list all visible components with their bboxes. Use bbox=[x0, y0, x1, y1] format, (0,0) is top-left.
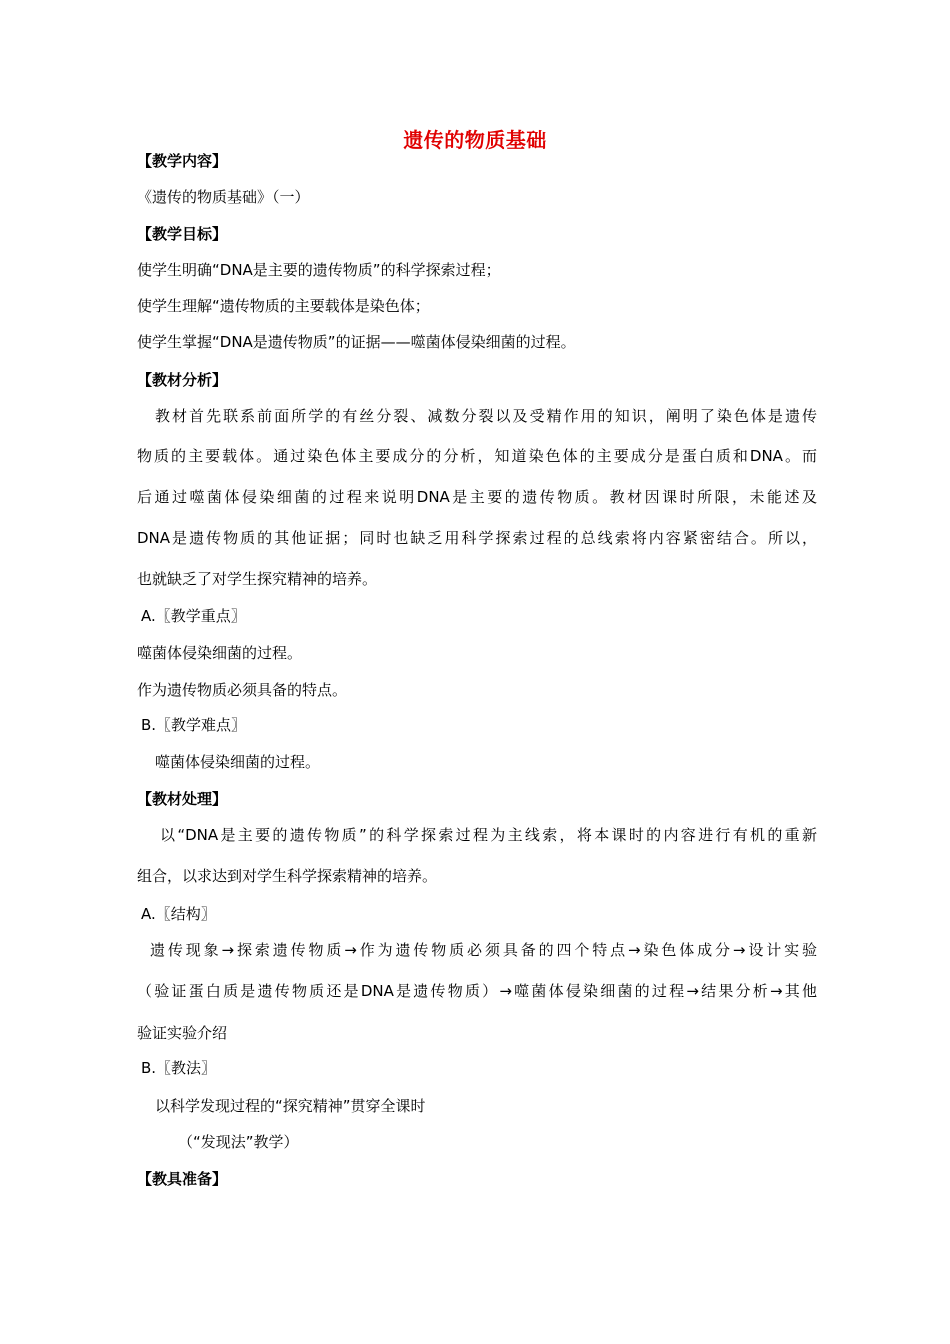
paragraph-line: 遗传现象→探索遗传物质→作为遗传物质必须具备的四个特点→染色体成分→设计实验 bbox=[150, 941, 817, 959]
paragraph-line: 作为遗传物质必须具备的特点。 bbox=[137, 681, 348, 699]
paragraph-line: 以科学发现过程的“探究精神”贯穿全课时 bbox=[155, 1097, 426, 1115]
subheading-difficult-points: B.〖教学难点〗 bbox=[141, 716, 247, 734]
section-heading-material-handling: 【教材处理】 bbox=[137, 790, 228, 808]
paragraph-line: 后通过噬菌体侵染细菌的过程来说明DNA是主要的遗传物质。教材因课时所限，未能述及 bbox=[137, 488, 817, 506]
paragraph-line: （验证蛋白质是遗传物质还是DNA是遗传物质）→噬菌体侵染细菌的过程→结果分析→其他 bbox=[137, 982, 817, 1000]
section-heading-teaching-content: 【教学内容】 bbox=[137, 152, 228, 170]
paragraph-line: 教材首先联系前面所学的有丝分裂、减数分裂以及受精作用的知识，阐明了染色体是遗传 bbox=[155, 407, 817, 425]
paragraph-line: 使学生理解“遗传物质的主要载体是染色体； bbox=[137, 297, 430, 315]
section-heading-teaching-aids: 【教具准备】 bbox=[137, 1170, 228, 1188]
subheading-teaching-method: B.〖教法〗 bbox=[141, 1059, 217, 1077]
paragraph-line: 验证实验介绍 bbox=[137, 1024, 228, 1042]
section-heading-material-analysis: 【教材分析】 bbox=[137, 371, 228, 389]
section-heading-teaching-goals: 【教学目标】 bbox=[137, 225, 228, 243]
paragraph-line: 噬菌体侵染细菌的过程。 bbox=[137, 644, 303, 662]
paragraph-line: （“发现法”教学） bbox=[178, 1133, 299, 1151]
paragraph-line: 使学生掌握“DNA是遗传物质”的证据——噬菌体侵染细菌的过程。 bbox=[137, 333, 576, 351]
paragraph-line: 组合，以求达到对学生科学探索精神的培养。 bbox=[137, 867, 438, 885]
paragraph-line: 使学生明确“DNA是主要的遗传物质”的科学探索过程； bbox=[137, 261, 501, 279]
paragraph-line: 以“DNA是主要的遗传物质”的科学探索过程为主线索，将本课时的内容进行有机的重新 bbox=[160, 826, 817, 844]
document-title: 遗传的物质基础 bbox=[403, 128, 547, 152]
paragraph-line: 物质的主要载体。通过染色体主要成分的分析，知道染色体的主要成分是蛋白质和DNA。而 bbox=[137, 447, 817, 465]
subheading-key-points: A.〖教学重点〗 bbox=[141, 607, 246, 625]
paragraph-line: 《遗传的物质基础》（一） bbox=[137, 188, 310, 206]
paragraph-line: 也就缺乏了对学生探究精神的培养。 bbox=[137, 570, 378, 588]
paragraph-line: 噬菌体侵染细菌的过程。 bbox=[155, 753, 321, 771]
subheading-structure: A.〖结构〗 bbox=[141, 905, 216, 923]
paragraph-line: DNA是遗传物质的其他证据；同时也缺乏用科学探索过程的总线索将内容紧密结合。所以， bbox=[137, 529, 817, 547]
